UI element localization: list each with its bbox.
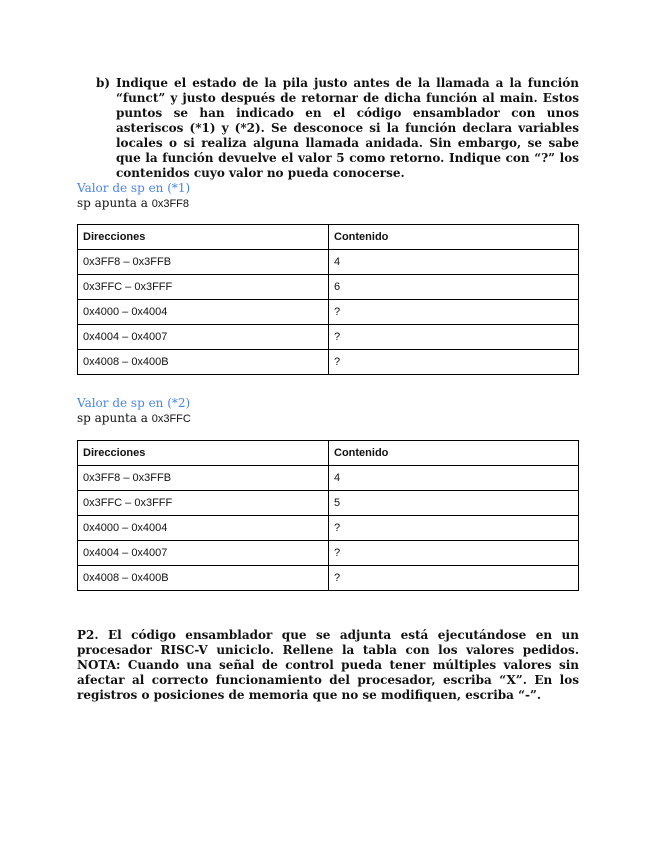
content-cell: 4	[329, 250, 579, 275]
table-row	[78, 300, 579, 325]
question-b-text: Indique el estado de la pila justo antes de la llamada a la función “funct” y justo después de retornar de dicha función al main. Estos puntos se han indicado en el código ensamblador con unos asteriscos (*1) y (*2). Se desconoce si la función declara variables locales o si realiza alguna llamada anidada. Sin embargo, se sabe que la función devuelve el valor 5 como retorno. Indique con “?” los contenidos cuyo valor no pueda conocerse.	[116, 76, 579, 180]
content-cell: ?	[329, 566, 579, 591]
address-cell: 0x4004 – 0x4007	[78, 541, 329, 566]
stack-table-2	[77, 440, 579, 591]
address-cell: 0x4004 – 0x4007	[78, 325, 329, 350]
table-row	[78, 541, 579, 566]
content-cell: 6	[329, 275, 579, 300]
address-cell: 0x3FF8 – 0x3FFB	[78, 250, 329, 275]
section1-sp-line	[77, 196, 189, 210]
question-b	[96, 76, 579, 181]
address-cell: 0x4000 – 0x4004	[78, 300, 329, 325]
stack-table-1	[77, 224, 579, 375]
sp-value: 0x3FFC	[151, 413, 191, 425]
section1-title: Valor de sp en (*1)	[77, 181, 191, 195]
address-cell: 0x4000 – 0x4004	[78, 516, 329, 541]
address-cell: 0x4008 – 0x400B	[78, 350, 329, 375]
address-cell: 0x3FFC – 0x3FFF	[78, 275, 329, 300]
content-cell: ?	[329, 300, 579, 325]
table-row	[78, 275, 579, 300]
table-header-row	[78, 441, 579, 466]
table-row	[78, 566, 579, 591]
table-row	[78, 325, 579, 350]
sp-value: 0x3FF8	[151, 198, 190, 210]
table-row	[78, 250, 579, 275]
section2-sp-line	[77, 411, 191, 425]
sp-prefix: sp apunta a	[77, 411, 152, 425]
table-row	[78, 466, 579, 491]
problem-2-text: P2. El código ensamblador que se adjunta está ejecutándose en un procesador RISC-V uniciclo. Rellene la tabla con los valores pedidos. NOTA: Cuando una señal de control pueda tener múltiples valores sin afectar al correcto funcionamiento del procesador, escriba “X”. En los registros o posiciones de memoria que no se modifiquen, escriba “-”.	[77, 628, 579, 702]
content-cell: ?	[329, 516, 579, 541]
section2-title: Valor de sp en (*2)	[77, 396, 191, 410]
table-header-row	[78, 225, 579, 250]
sp-prefix: sp apunta a	[77, 196, 152, 210]
content-cell: 5	[329, 491, 579, 516]
table-row	[78, 491, 579, 516]
header-contenido: Contenido	[329, 225, 579, 250]
content-cell: ?	[329, 541, 579, 566]
header-contenido: Contenido	[329, 441, 579, 466]
content-cell: 4	[329, 466, 579, 491]
content-cell: ?	[329, 325, 579, 350]
content-cell: ?	[329, 350, 579, 375]
question-b-label: b)	[96, 76, 111, 90]
table-row	[78, 350, 579, 375]
address-cell: 0x3FF8 – 0x3FFB	[78, 466, 329, 491]
address-cell: 0x3FFC – 0x3FFF	[78, 491, 329, 516]
header-direcciones: Direcciones	[78, 225, 329, 250]
table-row	[78, 516, 579, 541]
address-cell: 0x4008 – 0x400B	[78, 566, 329, 591]
header-direcciones: Direcciones	[78, 441, 329, 466]
